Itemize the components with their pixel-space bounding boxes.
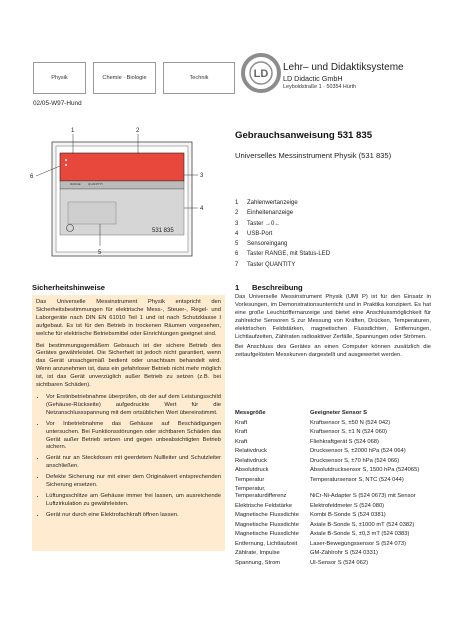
company-address: Leyboldstraße 1 · 50354 Hürth <box>283 84 357 90</box>
logo-text: LD <box>253 68 269 80</box>
table-cell-sensor: GM-Zählrohr S (524 0331) <box>310 550 378 557</box>
legend-num: 4 <box>235 230 239 237</box>
legend-text: Taster RANGE, mit Status-LED <box>247 251 331 258</box>
company-subtitle: LD Didactic GmbH <box>283 74 343 83</box>
table-header <box>235 410 435 420</box>
table-cell-quantity: Spannung, Strom <box>235 559 281 566</box>
legend-num: 3 <box>235 220 239 227</box>
legend-item <box>235 239 330 249</box>
table-row <box>235 522 435 532</box>
description-text <box>235 294 431 363</box>
table-cell-quantity: Elektrische Feldstärke <box>235 502 293 509</box>
table-row <box>235 550 435 560</box>
description-title: Beschreibung <box>252 283 303 292</box>
device-label: 531 835 <box>152 228 174 234</box>
callout-4: 4 <box>200 206 204 212</box>
table-cell-quantity: Entfernung, Lichtlaufzeit <box>235 540 298 547</box>
table-cell-sensor: Absolutdrucksensor S, 1500 hPa (524065) <box>310 467 420 473</box>
table-cell-sensor: Laser-Bewegungssensor S (524 073) <box>310 540 407 547</box>
button-range-label: RANGE <box>70 182 81 186</box>
legend-text: Taster QUANTITY <box>247 261 296 268</box>
legend-text: USB-Port <box>247 230 273 237</box>
legend-item <box>235 249 330 259</box>
table-row <box>235 541 435 551</box>
tab-technik <box>163 62 235 94</box>
sensor-table <box>235 410 435 569</box>
safety-paragraph-2: Bei bestimmungsgemäßem Gebrauch ist der sichere Betrieb des Gerätes gewährleistet. Die Sicherheit ist jedoch nicht garantiert, wenn das Gerät unsachgemäß bedient oder unachtsam behandelt wird. Wenn anzunehmen ist, dass ein gefahrloser Betrieb nicht mehr möglich ist, ist das Gerät unverzüglich außer Betrieb zu setzen (z.B. bei sichtbaren Schäden). <box>36 342 221 389</box>
legend-text: Einheitenanzeige <box>247 210 294 217</box>
table-cell-sensor: Axiale B-Sonde S, ±1000 mT (524 0382) <box>310 521 415 528</box>
table-cell-sensor: Kraftsensor S, ±1 N (524 060) <box>310 429 387 435</box>
table-row <box>235 486 435 503</box>
table-cell-quantity: Relativdruck <box>235 457 267 464</box>
callout-2: 2 <box>136 128 140 134</box>
table-cell-quantity: Magnetische Flussdichte <box>235 512 299 519</box>
table-cell-quantity: Kraft <box>235 419 248 426</box>
table-row <box>235 420 435 430</box>
safety-bullet: • Gerät nur an Steckdosen mit geerdetem Nullleiter und Schutzleiter anschließen. <box>46 455 221 471</box>
tab-physik-label: Physik <box>51 75 68 81</box>
table-row <box>235 477 435 487</box>
tab-chemie-biologie <box>93 62 156 94</box>
legend-num: 6 <box>235 251 239 258</box>
page-title: Gebrauchsanweisung 531 835 <box>235 130 373 141</box>
tab-technik-label: Technik <box>189 75 209 81</box>
legend-item <box>235 229 330 239</box>
table-row <box>235 531 435 541</box>
table-cell-quantity: Absolutdruck <box>235 467 269 473</box>
table-cell-quantity: Kraft <box>235 438 248 445</box>
description-paragraph-1: Das Universelle Messinstrument Physik (UMI P) ist für den Einsatz in Vorlesungen, im Demonstrationsunterricht und in Praktika konzipiert. Es hat eine große Leuchtziffernanzeige und bietet eine Anschlussmöglichkeit für zahlreiche Sensoren S zur Messung von Kräften, Drücken, Temperaturen, elektrischen Feldstärken, magnetischen Flussdichten, Entfernungen, Lichtlaufzeiten, Zählraten radioaktiver Zerfälle, Spannungen oder Strömen. <box>235 294 431 340</box>
callout-6: 6 <box>30 174 34 180</box>
table-row <box>235 503 435 513</box>
device-figure <box>30 120 220 270</box>
table-cell-quantity: Temperatur, Temperaturdifferenz <box>235 486 287 500</box>
table-cell-sensor: NiCr-Ni-Adapter S (524 0673) mit Sensor <box>310 493 416 500</box>
safety-bullet: • Gerät nur durch eine Elektrofachkraft öffnen lassen. <box>46 512 221 520</box>
table-row <box>235 429 435 439</box>
tab-physik <box>33 62 86 94</box>
ld-logo <box>241 52 281 94</box>
description-heading <box>235 283 303 292</box>
callout-5: 5 <box>98 250 102 256</box>
legend-item <box>235 208 330 218</box>
safety-paragraph-1: Das Universelle Messinstrument Physik entspricht den Sicherheitsbestimmungen für elektrische Mess-, Steuer-, Regel- und Laborgeräte nach DIN EN 61010 Teil 1 und ist nach Schutzklasse I aufgebaut. Es ist für den Betrieb in trockenen Räumen vorgesehen, welche für elektrische Betriebsmittel oder Einrichtungen geeignet sind. <box>36 299 221 337</box>
button-quantity-label: QUANTITY <box>88 182 104 186</box>
description-number: 1 <box>235 283 240 292</box>
safety-bullet: • Lüftungsschlitze am Gehäuse immer frei lassen, um ausreichende Luftzirkulation zu gewährleisten. <box>46 493 221 509</box>
table-row <box>235 512 435 522</box>
safety-heading: Sicherheitshinweise <box>32 283 106 292</box>
table-cell-sensor: Drucksensor S, ±2000 hPa (524 064) <box>310 448 406 454</box>
table-cell-quantity: Temperatur <box>235 476 265 483</box>
table-cell-sensor: Kraftsensor S, ±50 N (524 042) <box>310 419 391 426</box>
table-cell-quantity: Zählrate, Impulse <box>235 550 280 557</box>
table-row <box>235 439 435 449</box>
safety-bullet: • Vor Erstinbetriebnahme überprüfen, ob der auf dem Leistungsschild (Gehäuse-Rückseite) aufgedruckte Wert für die Netzanschlussspannung mit dem ortsüblichen Wert übereinstimmt. <box>46 394 221 418</box>
table-row <box>235 560 435 570</box>
table-header-quantity: Messgröße <box>235 410 266 416</box>
page-subtitle: Universelles Messinstrument Physik (531 835) <box>235 151 392 160</box>
table-row <box>235 458 435 468</box>
description-paragraph-2: Bei Anschluss des Gerätes an einen Computer können zusätzlich die zeitaufgelösten Messkurven dargestellt und ausgewertet werden. <box>235 344 431 359</box>
callout-3: 3 <box>200 173 204 179</box>
callout-1: 1 <box>71 128 75 134</box>
table-cell-sensor: Elektrofeldmeter S (524 080) <box>310 502 385 509</box>
legend-num: 2 <box>235 210 239 217</box>
table-cell-sensor: Temperatursensor S, NTC (524 044) <box>310 476 404 483</box>
table-row <box>235 467 435 477</box>
table-cell-sensor: Drucksensor S, ±70 hPa (524 066) <box>310 457 400 464</box>
legend-item <box>235 219 330 229</box>
figure-legend <box>235 198 330 270</box>
company-name: Lehr– und Didaktiksysteme <box>283 62 404 73</box>
table-cell-sensor: Fliehkraftgerät S (524 068) <box>310 438 379 445</box>
legend-item <box>235 198 330 208</box>
table-cell-quantity: Kraft <box>235 429 248 435</box>
legend-num: 5 <box>235 241 239 248</box>
legend-num: 7 <box>235 261 239 268</box>
table-cell-sensor: Axiale B-Sonde S, ±0,3 mT (524 0383) <box>310 531 410 538</box>
tab-chemie-label: Chemie · Biologie <box>102 75 147 81</box>
legend-text: Zahlenwertanzeige <box>247 200 298 206</box>
table-cell-quantity: Magnetische Flussdichte <box>235 521 299 528</box>
table-cell-quantity: Relativdruck <box>235 448 267 454</box>
table-cell-sensor: UI-Sensor S (524 062) <box>310 559 368 566</box>
legend-num: 1 <box>235 200 239 206</box>
table-header-sensor: Geeigneter Sensor S <box>310 410 368 416</box>
legend-text: Sensoreingang <box>247 241 288 248</box>
table-cell-quantity: Magnetische Flussdichte <box>235 531 299 538</box>
legend-text: Taster →0← <box>247 220 281 227</box>
safety-box <box>32 295 225 551</box>
safety-bullet: • Vor Inbetriebnahme das Gehäuse auf Beschädigungen untersuchen. Bei Funktionsstörungen oder sichtbaren Schäden das Gerät außer Betrieb setzen und gegen unbeabsichtigten Betrieb sichern. <box>46 421 221 453</box>
table-row <box>235 448 435 458</box>
legend-item <box>235 260 330 270</box>
safety-bullet: • Defekte Sicherung nur mit einer dem Originalwert entsprechenden Sicherung ersetzen. <box>46 474 221 490</box>
safety-list <box>36 394 221 520</box>
document-code: 02/05-W97-Hund <box>33 100 82 107</box>
table-cell-sensor: Kombi B-Sonde S (524 0381) <box>310 512 386 519</box>
